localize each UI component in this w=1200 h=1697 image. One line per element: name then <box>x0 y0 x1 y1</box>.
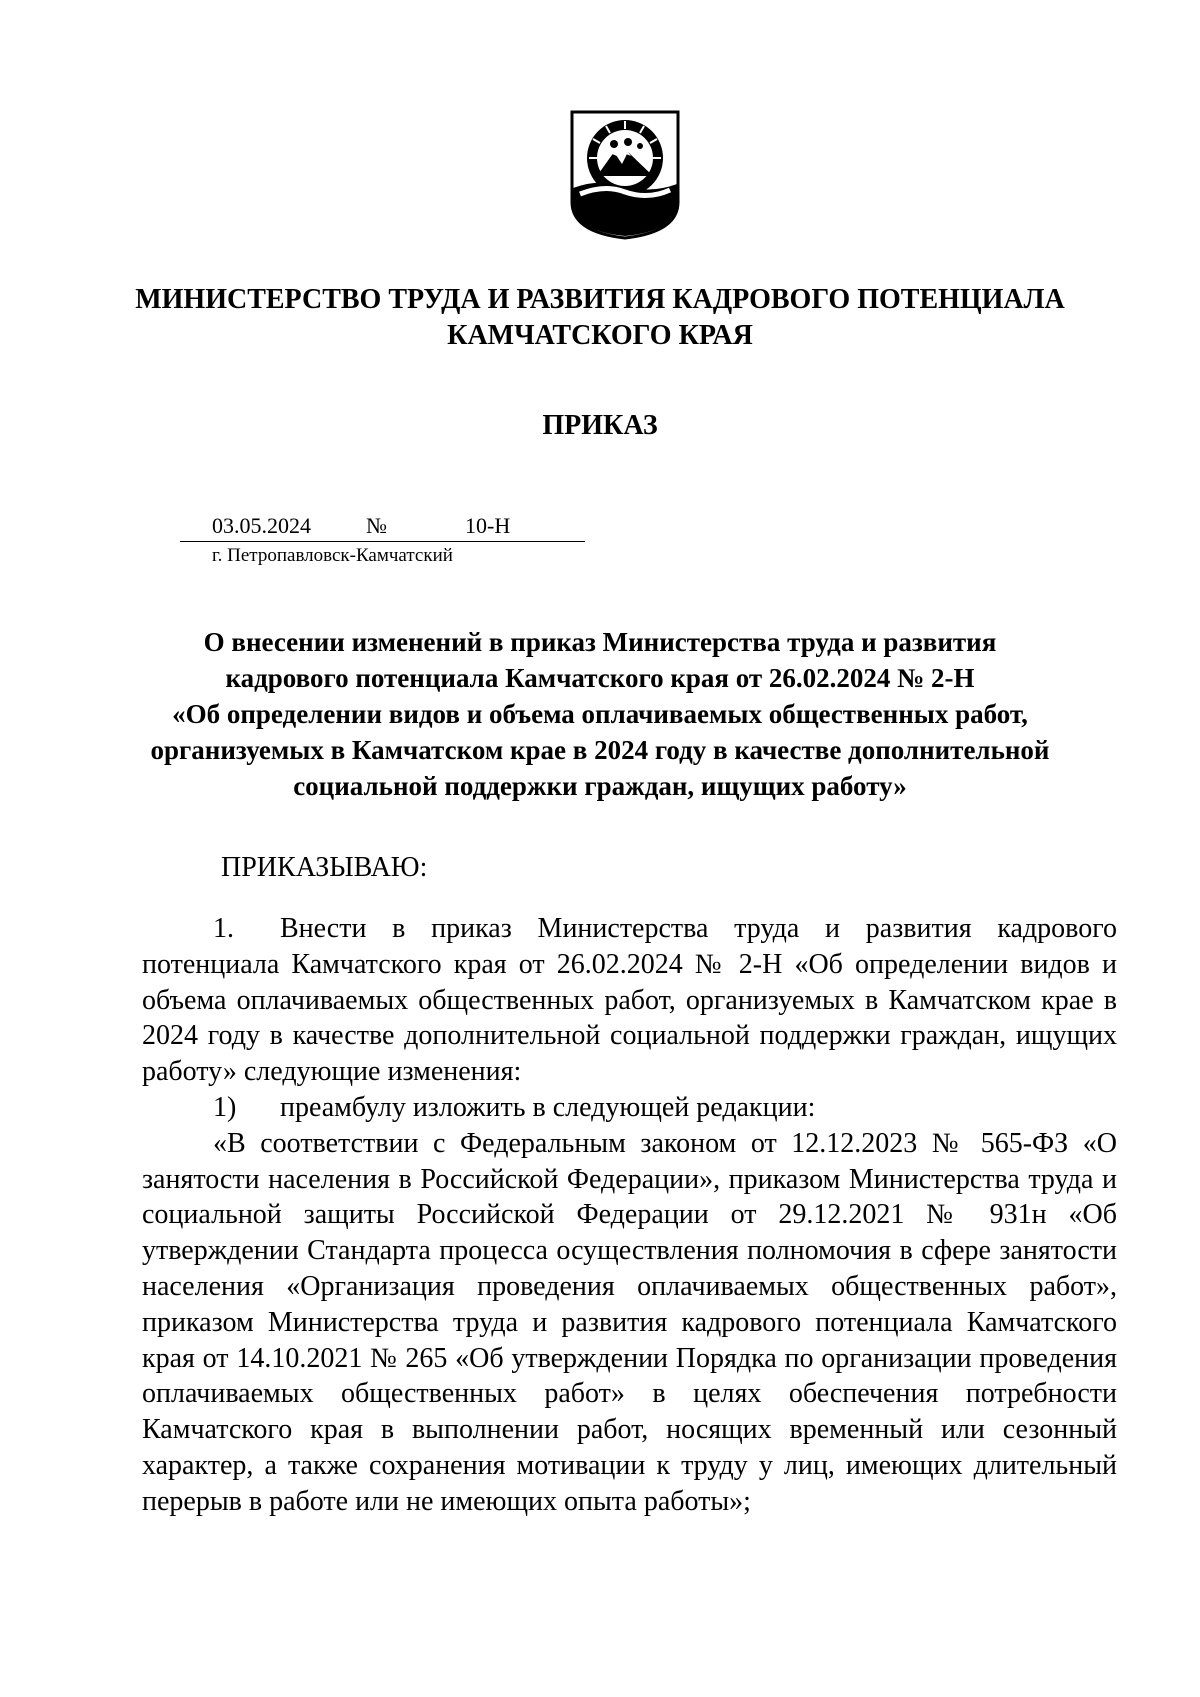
paragraph-quote: «В соответствии с Федеральным законом от 12.12.2023 № 565-ФЗ «О занятости населения в Российской Федерации», приказом Министерства труда и социальной защиты Российской Федерации от 29.12.2021 № 931н «Об утверждении Стандарта процесса осуществления полномочия в сфере занятости населения «Организация проведения оплачиваемых общественных работ», приказом Министерства труда и развития кадрового потенциала Камчатского края от 14.10.2021 № 265 «Об утверждении Порядка по организации проведения оплачиваемых общественных работ» в целях обеспечения потребности Камчатского края в выполнении работ, носящих временный или сезонный характер, а также сохранения мотивации к труду у лиц, имеющих длительный перерыв в работе или не имеющих опыта работы»; <box>142 1127 1117 1517</box>
item-number: 1. <box>213 913 234 944</box>
order-number-sign: № <box>366 513 387 538</box>
subject-line: организуемых в Камчатском крае в 2024 году в качестве дополнительной <box>150 735 1050 765</box>
subitem-text: преамбулу изложить в следующей редакции: <box>280 1091 816 1123</box>
document-subject <box>130 624 1070 804</box>
subitem-number: 1) <box>213 1091 237 1123</box>
decree-word: ПРИКАЗЫВАЮ: <box>221 852 428 883</box>
ministry-name <box>100 282 1100 354</box>
city: г. Петропавловск-Камчатский <box>212 545 453 566</box>
order-number: 10-Н <box>465 513 511 538</box>
paragraph-subitem-1 <box>142 1090 1117 1126</box>
order-date: 03.05.2024 <box>212 513 311 538</box>
item-text: Внести в приказ Министерства труда и развития кадрового потенциала Камчатского края от 26.02.2024 № 2-Н «Об определении видов и объема оплачиваемых общественных работ, организуемых в Камчатском крае в 2024 году в качестве дополнительной социальной поддержки граждан, ищущих работу» следующие изменения: <box>142 913 1117 1088</box>
subject-line: кадрового потенциала Камчатского края от 26.02.2024 № 2-Н <box>225 663 975 693</box>
order-date-number-line <box>180 511 585 542</box>
subject-line: «Об определении видов и объема оплачиваемых общественных работ, <box>172 699 1028 729</box>
document-body <box>142 911 1117 1520</box>
paragraph-item-1 <box>142 911 1117 1090</box>
coat-of-arms-icon <box>570 110 680 240</box>
ministry-name-line1: МИНИСТЕРСТВО ТРУДА И РАЗВИТИЯ КАДРОВОГО ПОТЕНЦИАЛА <box>135 284 1065 315</box>
subject-line: О внесении изменений в приказ Министерства труда и развития <box>203 627 997 657</box>
ministry-name-line2: КАМЧАТСКОГО КРАЯ <box>447 320 753 351</box>
document-type: ПРИКАЗ <box>542 410 658 441</box>
subject-line: социальной поддержки граждан, ищущих работу» <box>293 771 907 801</box>
